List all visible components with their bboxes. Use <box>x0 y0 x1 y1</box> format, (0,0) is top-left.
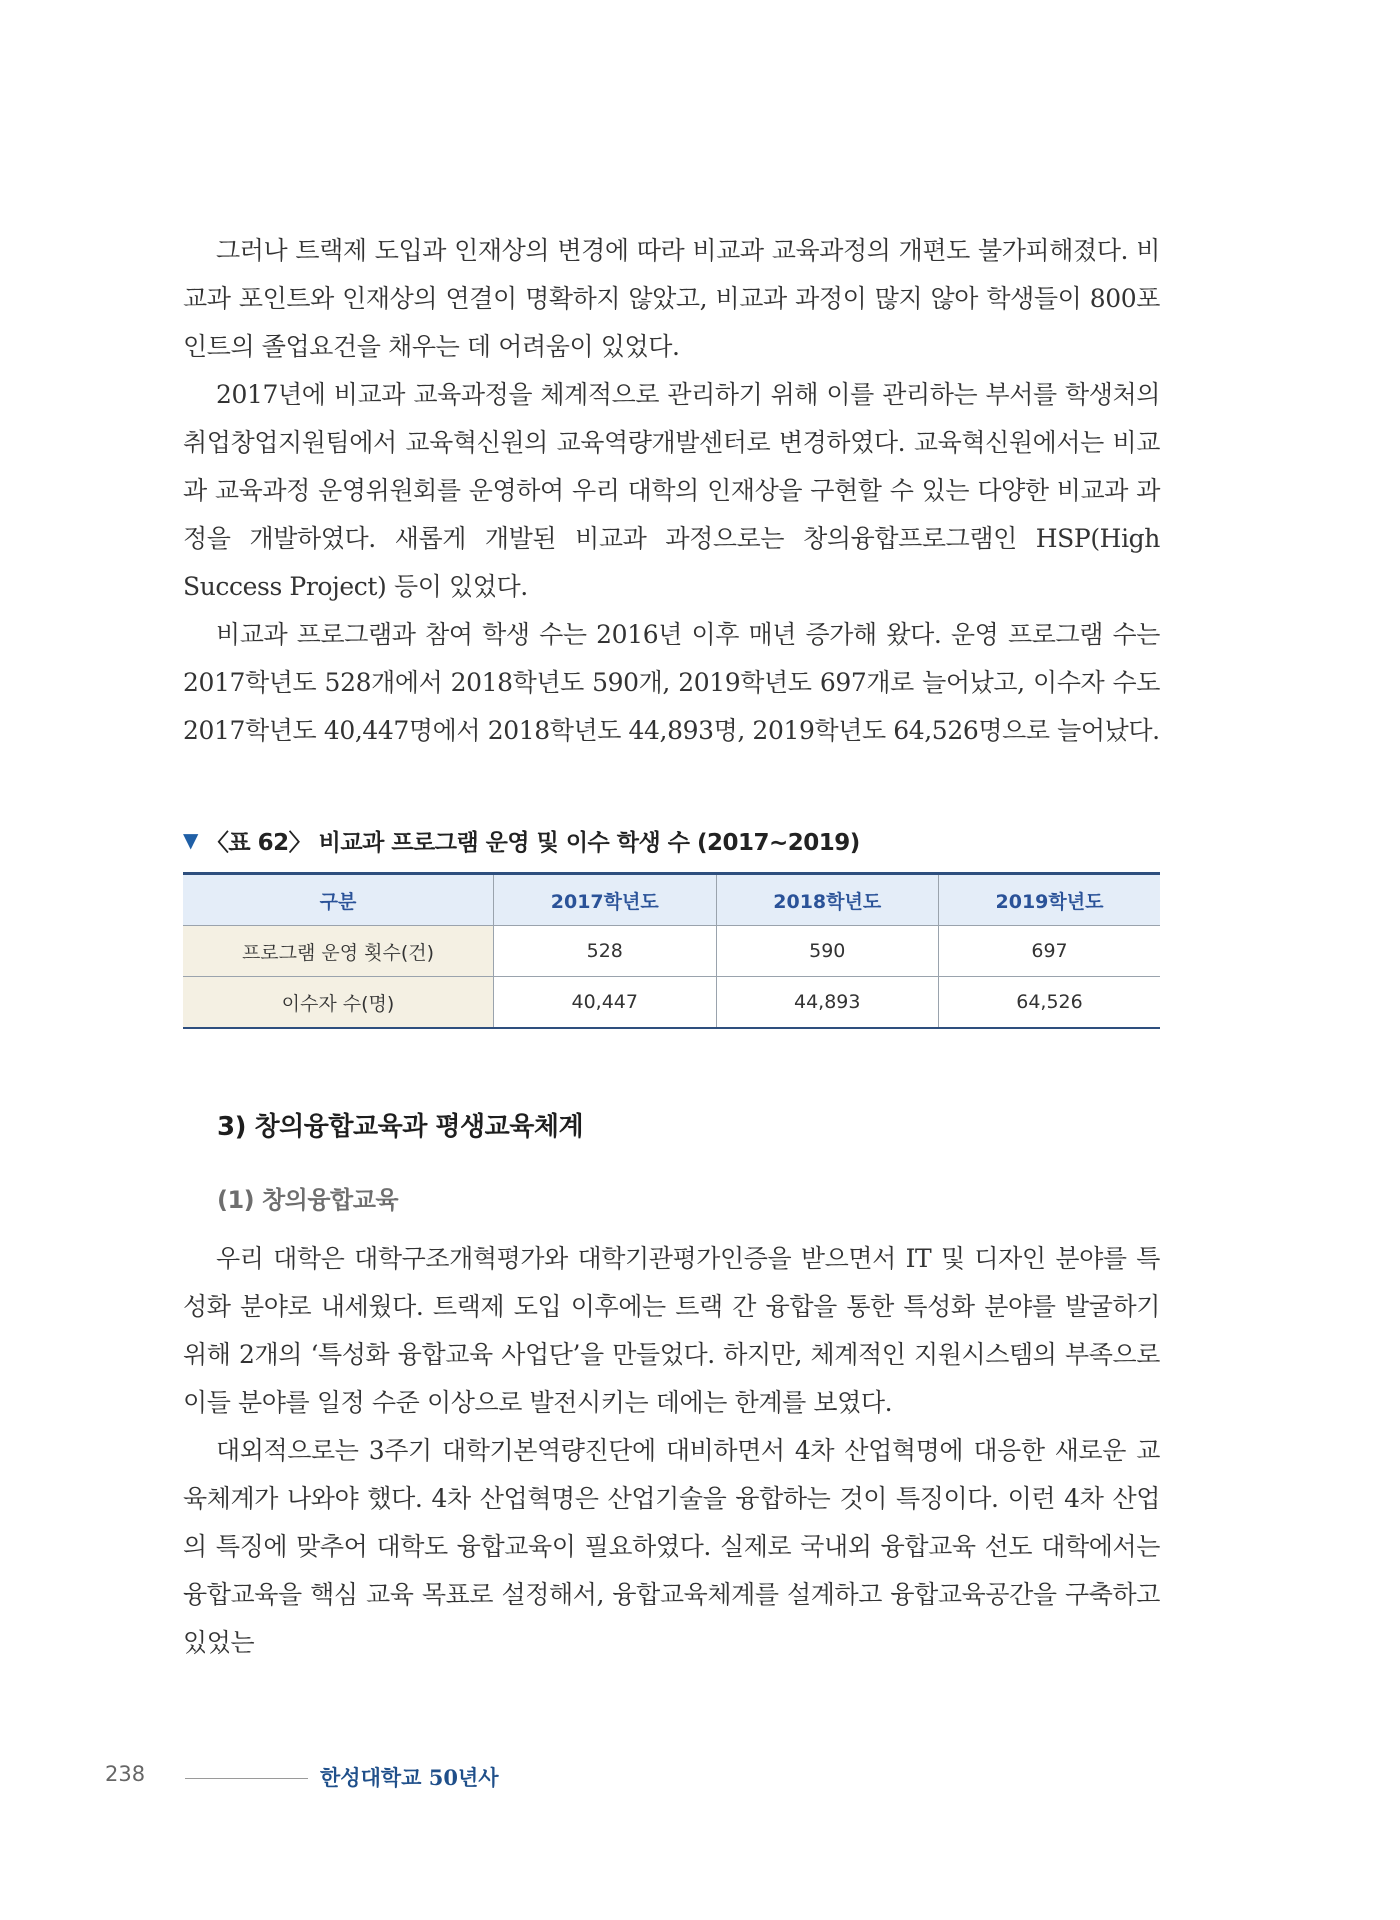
row-header: 프로그램 운영 횟수(건) <box>183 926 494 977</box>
table-cell: 697 <box>939 926 1161 977</box>
table-row <box>183 977 1160 1029</box>
table-cell: 528 <box>494 926 717 977</box>
column-header: 2017학년도 <box>494 874 717 926</box>
body-text-block-1 <box>183 227 1160 755</box>
table-header-row <box>183 874 1160 926</box>
section-title: 3) 창의융합교육과 평생교육체계 <box>217 1112 584 1142</box>
footer-divider <box>185 1778 308 1779</box>
paragraph: 우리 대학은 대학구조개혁평가와 대학기관평가인증을 받으면서 IT 및 디자인 분야를 특성화 분야로 내세웠다. 트랙제 도입 이후에는 트랙 간 융합을 통한 특성화 분야를 발굴하기 위해 2개의 ‘특성화 융합교육 사업단’을 만들었다. 하지만, 체계적인 지원시스템의 부족으로 이들 분야를 일정 수준 이상으로 발전시키는 데에는 한계를 보였다. <box>183 1244 1160 1417</box>
table-cell: 64,526 <box>939 977 1161 1029</box>
table-caption <box>183 823 1160 857</box>
paragraph: 대외적으로는 3주기 대학기본역량진단에 대비하면서 4차 산업혁명에 대응한 새로운 교육체계가 나와야 했다. 4차 산업혁명은 산업기술을 융합하는 것이 특징이다. 이런 4차 산업의 특징에 맞추어 대학도 융합교육이 필요하였다. 실제로 국내외 융합교육 선도 대학에서는 융합교육을 핵심 교육 목표로 설정해서, 융합교육체계를 설계하고 융합교육공간을 구축하고 있었는 <box>183 1436 1160 1657</box>
subsection-title: (1) 창의융합교육 <box>217 1186 399 1214</box>
table-row <box>183 926 1160 977</box>
body-text-block-2 <box>183 1235 1160 1667</box>
paragraph: 2017년에 비교과 교육과정을 체계적으로 관리하기 위해 이를 관리하는 부서를 학생처의 취업창업지원팀에서 교육혁신원의 교육역량개발센터로 변경하였다. 교육혁신원에서는 비교과 교육과정 운영위원회를 운영하여 우리 대학의 인재상을 구현할 수 있는 다양한 비교과 과정을 개발하였다. 새롭게 개발된 비교과 과정으로는 창의융합프로그램인 HSP(High Success Project) 등이 있었다. <box>183 380 1160 601</box>
triangle-down-icon: ▼ <box>183 828 198 852</box>
column-header: 2018학년도 <box>716 874 939 926</box>
paragraph: 비교과 프로그램과 참여 학생 수는 2016년 이후 매년 증가해 왔다. 운영 프로그램 수는 2017학년도 528개에서 2018학년도 590개, 2019학년도 697개로 늘어났고, 이수자 수도 2017학년도 40,447명에서 2018학년도 44,893명, 2019학년도 64,526명으로 늘어났다. <box>183 620 1160 745</box>
column-header: 2019학년도 <box>939 874 1161 926</box>
paragraph: 그러나 트랙제 도입과 인재상의 변경에 따라 비교과 교육과정의 개편도 불가피해졌다. 비교과 포인트와 인재상의 연결이 명확하지 않았고, 비교과 과정이 많지 않아 학생들이 800포인트의 졸업요건을 채우는 데 어려움이 있었다. <box>183 236 1160 361</box>
table-cell: 44,893 <box>716 977 939 1029</box>
book-title: 한성대학교 50년사 <box>320 1765 499 1790</box>
table-cell: 590 <box>716 926 939 977</box>
page-footer <box>105 1762 705 1792</box>
table-caption-text: 〈표 62〉 비교과 프로그램 운영 및 이수 학생 수 (2017~2019) <box>205 829 860 856</box>
table-cell: 40,447 <box>494 977 717 1029</box>
column-header: 구분 <box>183 874 494 926</box>
page-number: 238 <box>105 1762 146 1786</box>
row-header: 이수자 수(명) <box>183 977 494 1029</box>
program-stats-table <box>183 872 1160 1029</box>
